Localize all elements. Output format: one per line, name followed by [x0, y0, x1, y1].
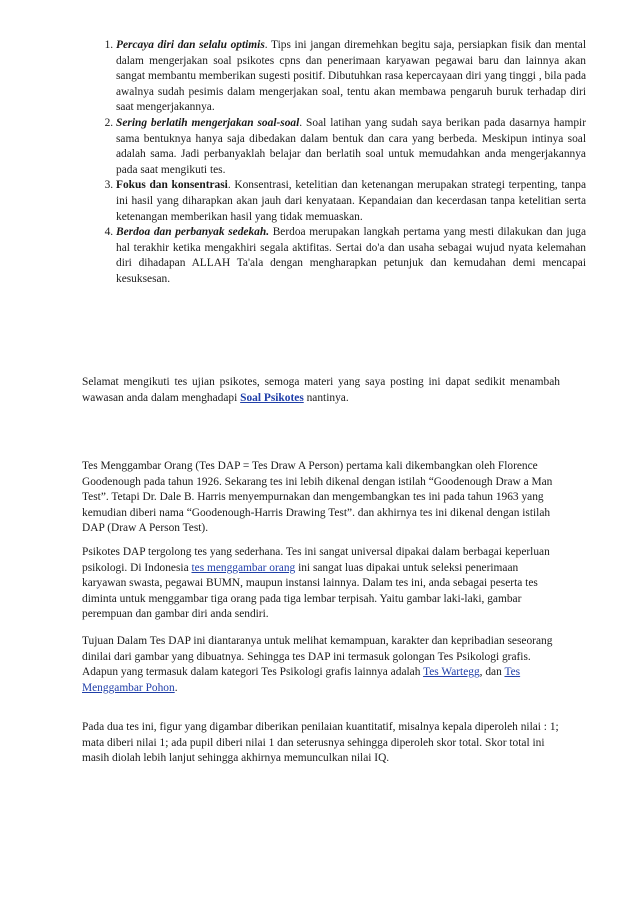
dap-intro-paragraph: Tes Menggambar Orang (Tes DAP = Tes Draw A Person) pertama kali dikembangkan oleh Florence Goodenough pada tahun 1926. Sekarang tes ini lebih dikenal dengan istilah “Goodenough Draw a Man Test”. Tetapi Dr. Dale B. Harris menyempurnakan dan mengembangkan tes ini pada tahun 1963 yang kemudian diberi nama “Goodenough-Harris Drawing Test”. dan akhirnya tes ini dikenal dengan istilah DAP (Draw A Person Test). [82, 460, 553, 535]
tes-menggambar-orang-link[interactable]: tes menggambar orang [191, 561, 296, 574]
tip-lead: Berdoa dan perbanyak sedekah. [116, 226, 270, 239]
tips-list [93, 38, 586, 288]
tip-lead: Percaya diri dan selalu optimis [116, 39, 265, 51]
tip-text: . Tips ini jangan diremehkan begitu saja, persiapkan fisik dan mental dalam mengerjakan soal psikotes cpns dan penerimaan karyawan pegawai baru dan lainnya akan sangat membantu memberikan sugesti positif. Dibutuhkan rasa kepercayaan diri yang tinggi , bila pada awalnya sudah pesimis dalam mengerjakan soal, tentu akan membawa pengaruh buruk terhadap diri saat mengerjakannya. [116, 39, 586, 114]
dap-simple-text: Psikotes DAP tergolong tes yang sederhana. Tes ini sangat universal dipakai dalam berbagai keperluan psikologi. Di Indonesia [82, 546, 550, 574]
closing-text-end: nantinya. [303, 391, 349, 404]
soal-psikotes-link[interactable]: Soal Psikotes [240, 391, 304, 404]
tes-menggambar-pohon-link[interactable]: Tes Menggambar Pohon [82, 666, 521, 694]
tip-item [116, 225, 586, 287]
dap-goal-separator: , dan [479, 666, 505, 679]
tes-wartegg-link[interactable]: Tes Wartegg [423, 666, 480, 679]
tip-text: Berdoa merupakan langkah pertama yang mesti dilakukan dan juga hal terakhir ketika mengakhiri segala aktifitas. Sertai do'a dan usaha sebagai wujud nyata kelemahan diri dihadapan ALLAH Ta'ala dengan mengharapkan petunjuk dan kemudahan demi mencapai kesuksesan. [116, 226, 587, 285]
tip-item [116, 178, 586, 225]
tip-lead: Sering berlatih mengerjakan soal-soal [116, 116, 300, 129]
dap-score-paragraph: Pada dua tes ini, figur yang digambar diberikan penilaian kuantitatif, misalnya kepala diperoleh nilai : 1; mata diberi nilai 1; ada pupil diberi nilai 1 dan seterusnya sehingga diperoleh skor total. Skor total ini masih diolah lebih lanjut sehingga akhirnya memunculkan nilai IQ. [82, 721, 559, 765]
closing-text: Selamat mengikuti tes ujian psikotes, semoga materi yang saya posting ini dapat sedikit menambah wawasan anda dalam menghadapi [82, 376, 560, 404]
dap-simple-paragraph [82, 545, 560, 623]
dap-goal-paragraph [82, 634, 560, 696]
tip-text: . Soal latihan yang sudah saya berikan pada dasarnya hampir sama bentuknya hanya saja dibedakan dalam bentuk dan cara yang berbeda. Meskipun intinya soal adalah sama. Jadi perbanyaklah belajar dan berlatih soal untuk memudahkan anda mengerjakannya pada saat mengikuti tes. [116, 116, 586, 176]
tip-item [116, 38, 586, 116]
dap-goal-text: Tujuan Dalam Tes DAP ini diantaranya untuk melihat kemampuan, karakter dan kepribadian seseorang dinilai dari gambar yang dibuatnya. Sehingga tes DAP ini termasuk golongan Tes Psikologi grafis. Adapun yang termasuk dalam kategori Tes Psikologi grafis lainnya adalah [82, 635, 553, 679]
dap-simple-text-end: ini sangat luas dipakai untuk seleksi penerimaan karyawan swasta, pegawai BUMN, maupun instansi lainnya. Dalam tes ini, anda sebagai peserta tes diminta untuk menggambar tiga orang pada tiga lembar terpisah. Yaitu gambar laki-laki, gambar perempuan dan gambar diri anda sendiri. [82, 561, 538, 621]
tip-item [116, 116, 586, 178]
tip-text: . Konsentrasi, ketelitian dan ketenangan merupakan strategi terpenting, tanpa ini hasil yang diharapkan akan jauh dari kenyataan. Kepandaian dan kecerdasan tanpa ketelitian serta ketenangan memberikan hasil yang tidak memuaskan. [116, 179, 586, 223]
closing-paragraph [82, 375, 560, 406]
tip-lead: Fokus dan konsentrasi [116, 179, 228, 192]
dap-goal-end: . [174, 681, 178, 694]
